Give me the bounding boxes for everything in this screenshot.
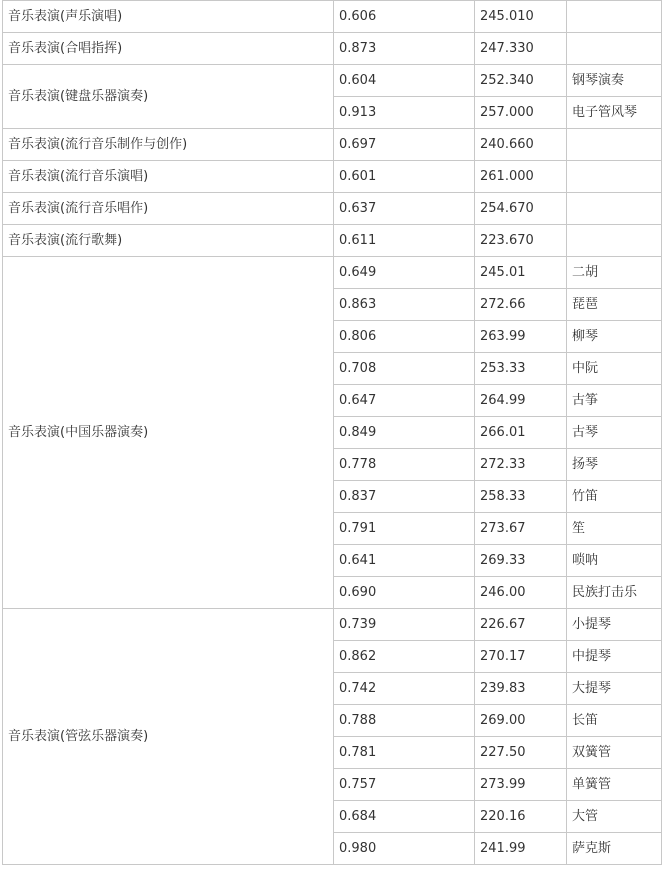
score-cell: 223.670 xyxy=(475,225,567,257)
table-row xyxy=(3,609,662,641)
instrument-cell: 扬琴 xyxy=(567,449,662,481)
instrument-cell: 大管 xyxy=(567,801,662,833)
score-cell: 254.670 xyxy=(475,193,567,225)
instrument-cell xyxy=(567,1,662,33)
score-cell: 273.67 xyxy=(475,513,567,545)
ratio-cell: 0.601 xyxy=(334,161,475,193)
instrument-cell xyxy=(567,193,662,225)
table-row xyxy=(3,225,662,257)
table-row xyxy=(3,65,662,97)
instrument-cell xyxy=(567,33,662,65)
instrument-cell: 双簧管 xyxy=(567,737,662,769)
major-cell: 音乐表演(键盘乐器演奏) xyxy=(3,65,334,129)
instrument-cell xyxy=(567,225,662,257)
ratio-cell: 0.837 xyxy=(334,481,475,513)
table-row xyxy=(3,129,662,161)
score-cell: 252.340 xyxy=(475,65,567,97)
score-cell: 270.17 xyxy=(475,641,567,673)
score-cell: 269.00 xyxy=(475,705,567,737)
instrument-cell: 古琴 xyxy=(567,417,662,449)
table-row xyxy=(3,257,662,289)
ratio-cell: 0.611 xyxy=(334,225,475,257)
major-cell: 音乐表演(中国乐器演奏) xyxy=(3,257,334,609)
instrument-cell: 钢琴演奏 xyxy=(567,65,662,97)
ratio-cell: 0.781 xyxy=(334,737,475,769)
table-row xyxy=(3,33,662,65)
ratio-cell: 0.637 xyxy=(334,193,475,225)
ratio-cell: 0.641 xyxy=(334,545,475,577)
instrument-cell: 长笛 xyxy=(567,705,662,737)
score-cell: 264.99 xyxy=(475,385,567,417)
ratio-cell: 0.788 xyxy=(334,705,475,737)
major-cell: 音乐表演(流行音乐制作与创作) xyxy=(3,129,334,161)
instrument-cell: 单簧管 xyxy=(567,769,662,801)
score-cell: 245.01 xyxy=(475,257,567,289)
score-cell: 257.000 xyxy=(475,97,567,129)
ratio-cell: 0.806 xyxy=(334,321,475,353)
instrument-cell: 中阮 xyxy=(567,353,662,385)
ratio-cell: 0.649 xyxy=(334,257,475,289)
instrument-cell: 民族打击乐 xyxy=(567,577,662,609)
admission-score-table xyxy=(2,0,662,865)
ratio-cell: 0.791 xyxy=(334,513,475,545)
ratio-cell: 0.739 xyxy=(334,609,475,641)
table-row xyxy=(3,193,662,225)
score-cell: 261.000 xyxy=(475,161,567,193)
major-cell: 音乐表演(管弦乐器演奏) xyxy=(3,609,334,865)
ratio-cell: 0.778 xyxy=(334,449,475,481)
score-cell: 227.50 xyxy=(475,737,567,769)
ratio-cell: 0.742 xyxy=(334,673,475,705)
score-cell: 247.330 xyxy=(475,33,567,65)
score-cell: 266.01 xyxy=(475,417,567,449)
major-cell: 音乐表演(合唱指挥) xyxy=(3,33,334,65)
ratio-cell: 0.684 xyxy=(334,801,475,833)
ratio-cell: 0.757 xyxy=(334,769,475,801)
score-cell: 273.99 xyxy=(475,769,567,801)
instrument-cell: 中提琴 xyxy=(567,641,662,673)
ratio-cell: 0.913 xyxy=(334,97,475,129)
score-cell: 240.660 xyxy=(475,129,567,161)
ratio-cell: 0.647 xyxy=(334,385,475,417)
ratio-cell: 0.873 xyxy=(334,33,475,65)
ratio-cell: 0.849 xyxy=(334,417,475,449)
score-cell: 226.67 xyxy=(475,609,567,641)
score-cell: 241.99 xyxy=(475,833,567,865)
ratio-cell: 0.604 xyxy=(334,65,475,97)
major-cell: 音乐表演(流行音乐演唱) xyxy=(3,161,334,193)
score-cell: 245.010 xyxy=(475,1,567,33)
ratio-cell: 0.708 xyxy=(334,353,475,385)
instrument-cell xyxy=(567,129,662,161)
major-cell: 音乐表演(流行音乐唱作) xyxy=(3,193,334,225)
ratio-cell: 0.697 xyxy=(334,129,475,161)
instrument-cell: 二胡 xyxy=(567,257,662,289)
score-cell: 272.33 xyxy=(475,449,567,481)
score-cell: 246.00 xyxy=(475,577,567,609)
ratio-cell: 0.863 xyxy=(334,289,475,321)
score-cell: 239.83 xyxy=(475,673,567,705)
instrument-cell xyxy=(567,161,662,193)
table-row xyxy=(3,1,662,33)
ratio-cell: 0.606 xyxy=(334,1,475,33)
instrument-cell: 琵琶 xyxy=(567,289,662,321)
score-cell: 220.16 xyxy=(475,801,567,833)
score-cell: 253.33 xyxy=(475,353,567,385)
major-cell: 音乐表演(流行歌舞) xyxy=(3,225,334,257)
score-cell: 263.99 xyxy=(475,321,567,353)
instrument-cell: 大提琴 xyxy=(567,673,662,705)
ratio-cell: 0.980 xyxy=(334,833,475,865)
score-cell: 272.66 xyxy=(475,289,567,321)
instrument-cell: 电子管风琴 xyxy=(567,97,662,129)
instrument-cell: 古筝 xyxy=(567,385,662,417)
ratio-cell: 0.690 xyxy=(334,577,475,609)
instrument-cell: 萨克斯 xyxy=(567,833,662,865)
major-cell: 音乐表演(声乐演唱) xyxy=(3,1,334,33)
ratio-cell: 0.862 xyxy=(334,641,475,673)
table-row xyxy=(3,161,662,193)
score-cell: 269.33 xyxy=(475,545,567,577)
instrument-cell: 小提琴 xyxy=(567,609,662,641)
instrument-cell: 唢呐 xyxy=(567,545,662,577)
instrument-cell: 竹笛 xyxy=(567,481,662,513)
score-cell: 258.33 xyxy=(475,481,567,513)
instrument-cell: 笙 xyxy=(567,513,662,545)
instrument-cell: 柳琴 xyxy=(567,321,662,353)
